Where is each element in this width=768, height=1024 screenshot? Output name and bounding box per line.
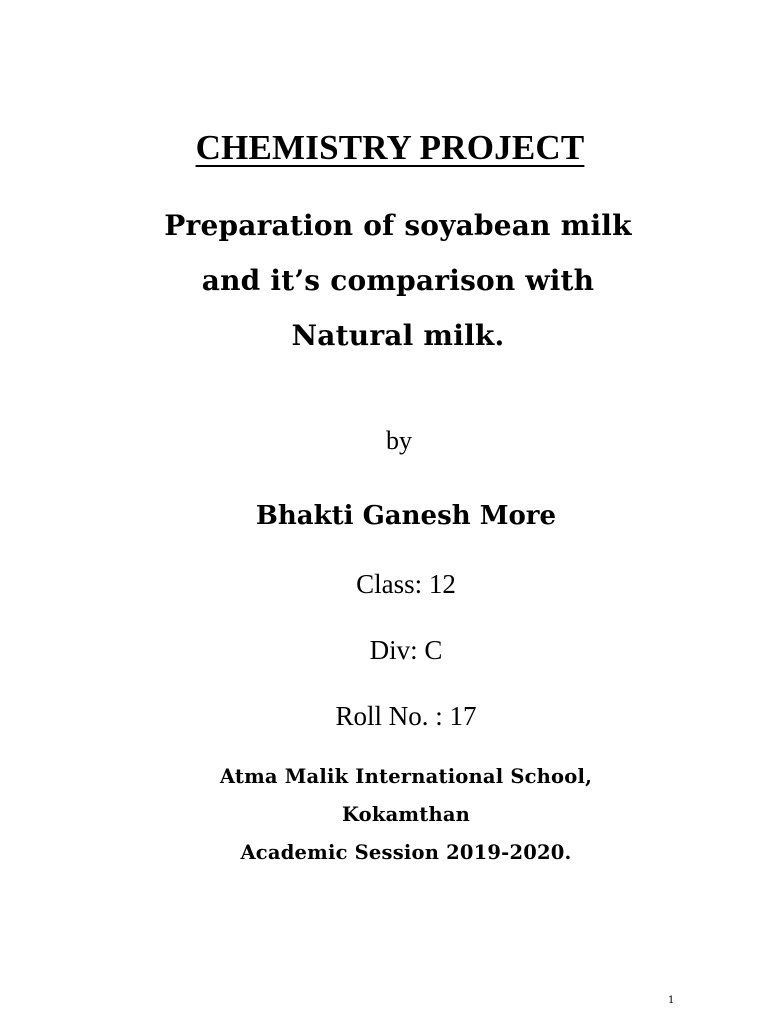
project-title	[6, 130, 768, 165]
by-label: by	[386, 426, 412, 455]
project-subtitle-line-1: Preparation of soyabean milk	[164, 209, 632, 242]
academic-session: Academic Session 2019-2020.	[240, 841, 572, 864]
school-name: Atma Malik International School,	[219, 765, 593, 788]
school-location: Kokamthan	[341, 803, 471, 826]
page-number: 1	[668, 995, 675, 1006]
project-subtitle-line-3: Natural milk.	[291, 319, 505, 352]
division-info: Div: C	[369, 635, 443, 665]
project-title-text: CHEMISTRY PROJECT	[195, 128, 585, 167]
class-info: Class: 12	[356, 569, 456, 599]
project-subtitle-line-2: and it’s comparison with	[201, 264, 595, 297]
author-name: Bhakti Ganesh More	[255, 501, 557, 531]
roll-number-info: Roll No. : 17	[335, 701, 477, 731]
